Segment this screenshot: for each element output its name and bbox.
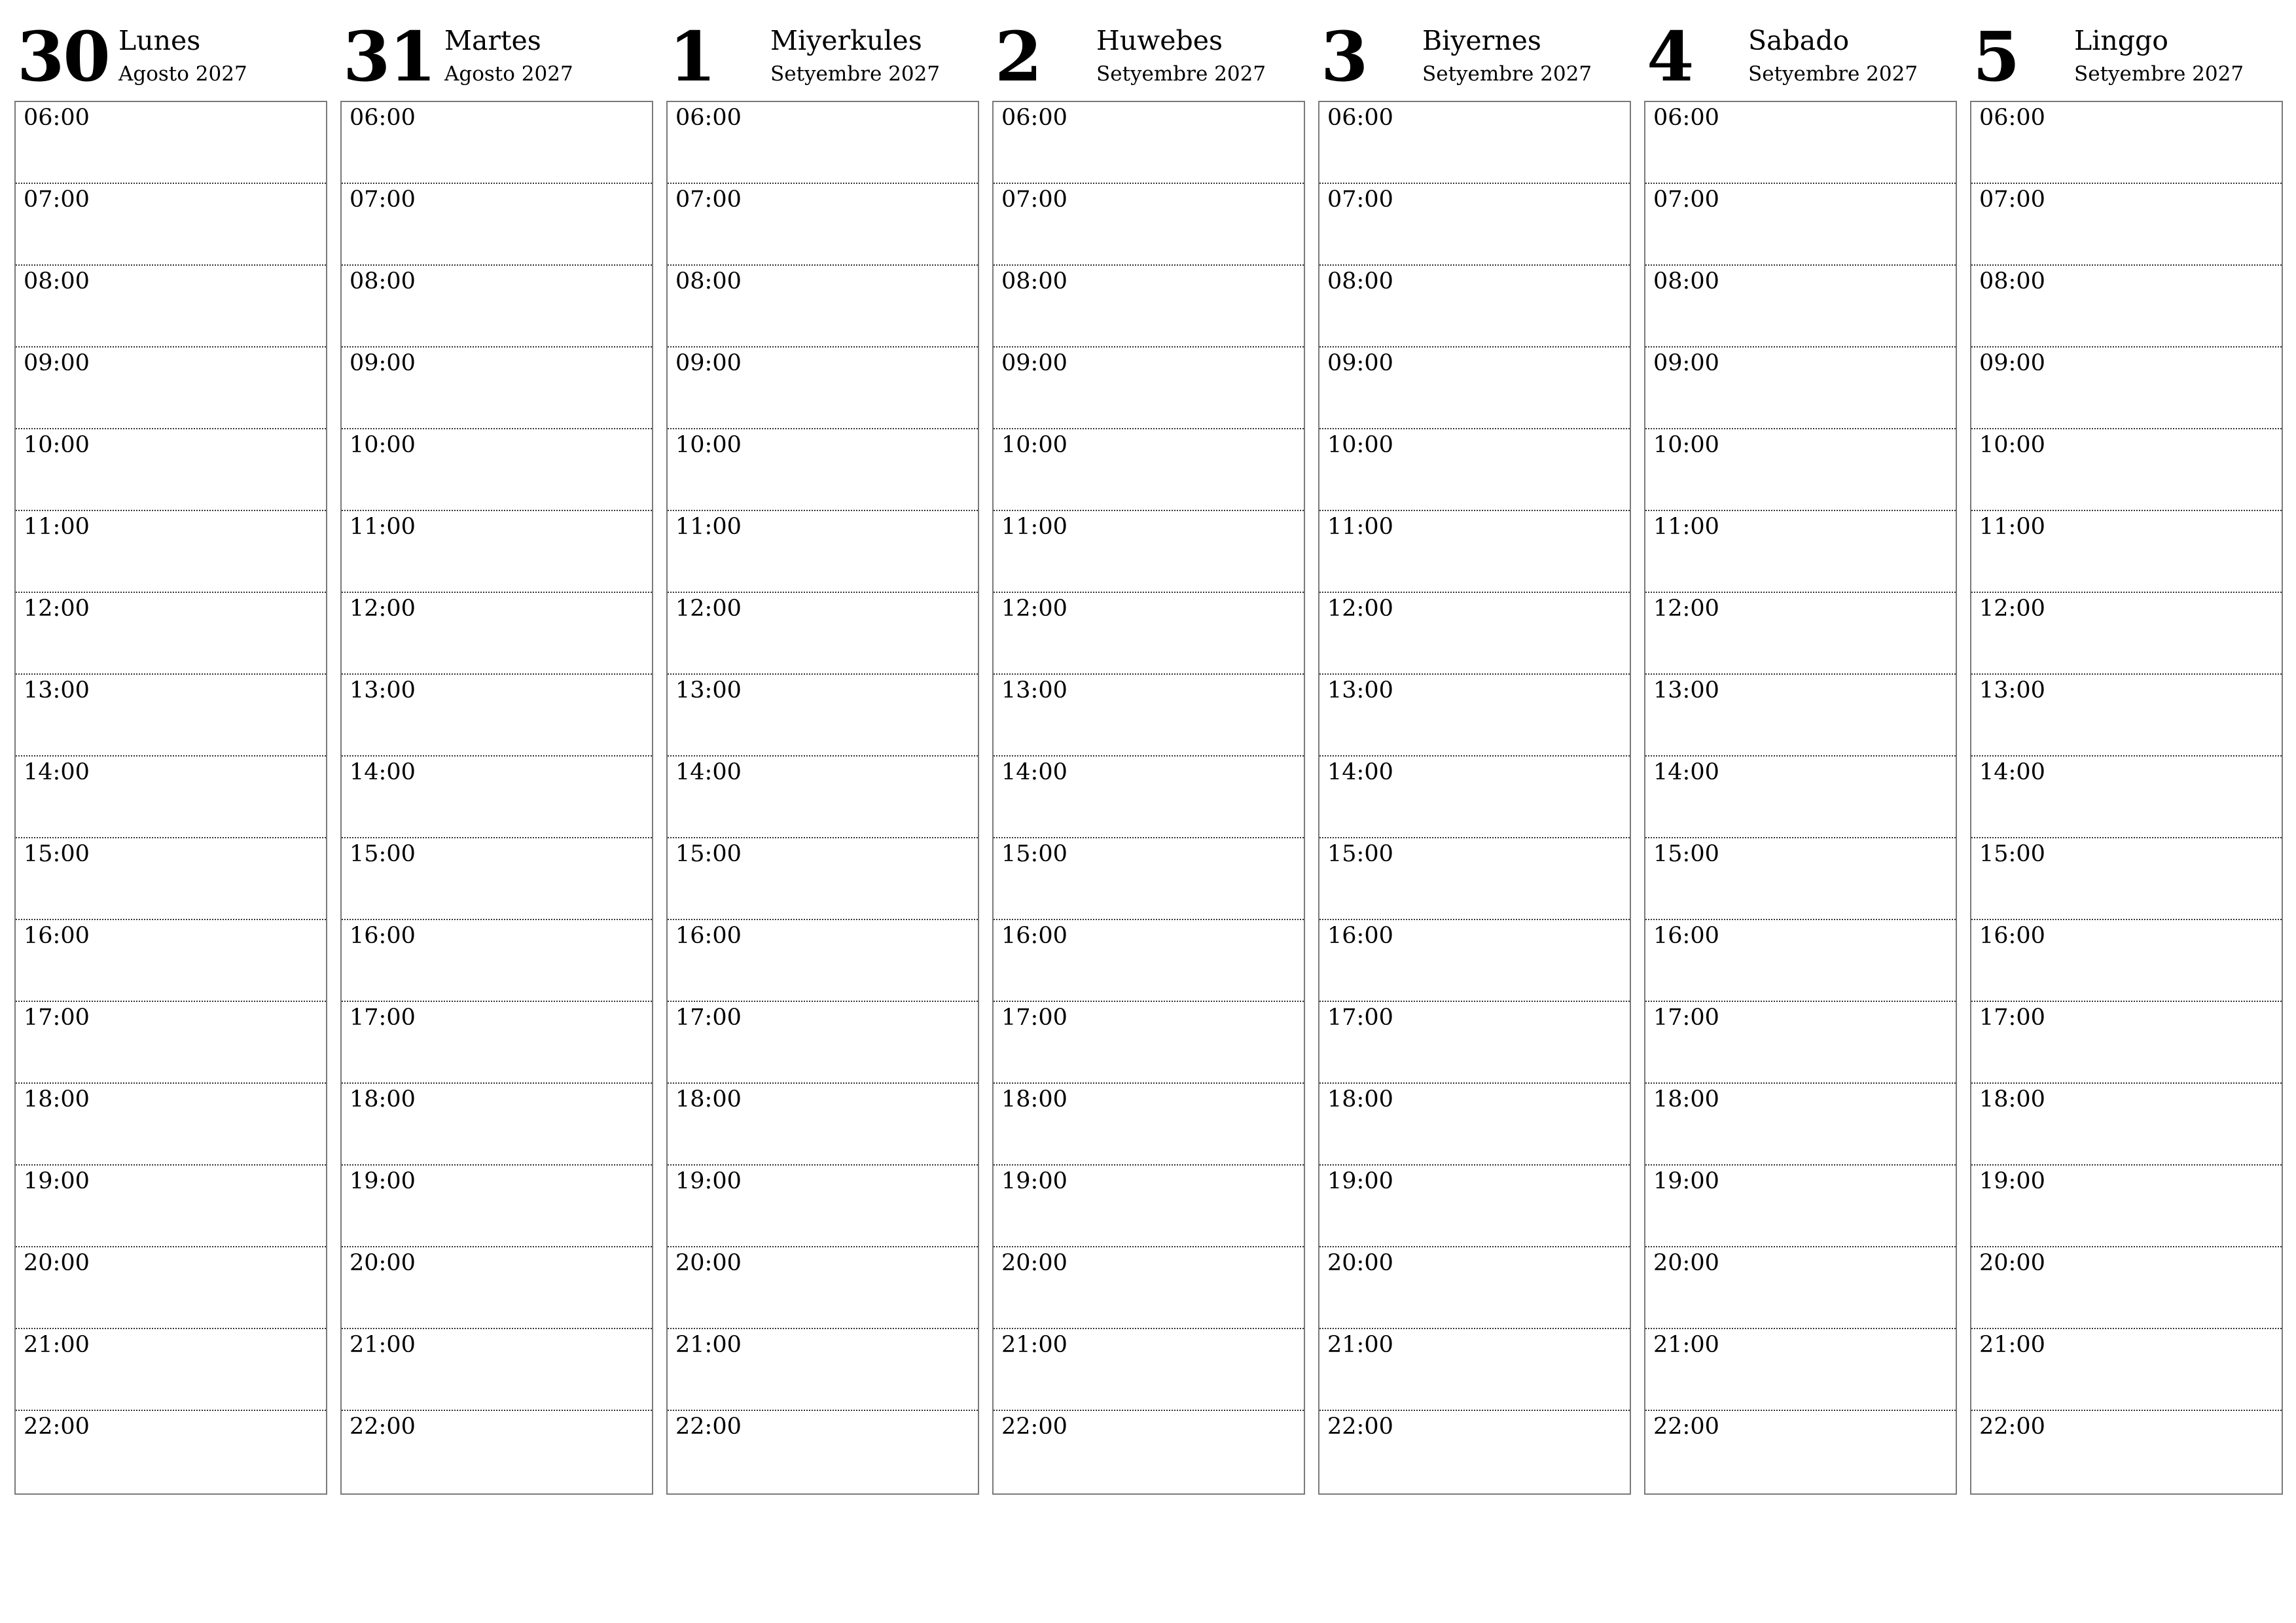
time-slot[interactable] [1645, 1411, 1956, 1493]
time-label: 16:00 [24, 923, 90, 949]
day-header [1644, 0, 1957, 101]
time-label: 20:00 [1327, 1250, 1393, 1276]
time-label: 12:00 [1653, 596, 1719, 622]
time-slot[interactable] [668, 838, 978, 920]
day-column [1318, 0, 1631, 1440]
time-slot[interactable] [1645, 1002, 1956, 1084]
time-label: 21:00 [1653, 1332, 1719, 1358]
time-slot[interactable] [1971, 1411, 2282, 1493]
day-column [992, 0, 1305, 1440]
time-label: 15:00 [24, 841, 90, 867]
time-label: 18:00 [1001, 1086, 1067, 1113]
time-slot[interactable] [1645, 429, 1956, 511]
time-slot[interactable] [1319, 1084, 1630, 1166]
time-slot[interactable] [1971, 511, 2282, 593]
time-slot[interactable] [1645, 838, 1956, 920]
time-slot[interactable] [994, 184, 1304, 266]
time-slot[interactable] [994, 838, 1304, 920]
time-label: 09:00 [1001, 350, 1067, 376]
time-slot[interactable] [1319, 348, 1630, 429]
time-label: 10:00 [1327, 432, 1393, 458]
time-label: 13:00 [1327, 677, 1393, 704]
time-slot[interactable] [994, 102, 1304, 184]
time-slot[interactable] [1971, 1084, 2282, 1166]
time-slot[interactable] [16, 102, 326, 184]
time-slot[interactable] [994, 511, 1304, 593]
time-label: 18:00 [675, 1086, 742, 1113]
time-label: 19:00 [1653, 1168, 1719, 1194]
time-slot[interactable] [668, 1002, 978, 1084]
time-slot[interactable] [994, 1002, 1304, 1084]
time-label: 08:00 [350, 268, 416, 294]
time-slot[interactable] [1319, 838, 1630, 920]
time-slot[interactable] [1319, 511, 1630, 593]
time-label: 13:00 [675, 677, 742, 704]
time-slot[interactable] [1971, 593, 2282, 675]
time-label: 06:00 [24, 105, 90, 131]
time-label: 21:00 [1001, 1332, 1067, 1358]
time-slot[interactable] [668, 102, 978, 184]
time-slot[interactable] [994, 593, 1304, 675]
time-label: 16:00 [1001, 923, 1067, 949]
day-name: Miyerkules [770, 25, 922, 56]
time-slot[interactable] [668, 1329, 978, 1411]
time-label: 11:00 [675, 514, 742, 540]
month-year: Setyembre 2027 [1748, 62, 1918, 86]
time-label: 19:00 [350, 1168, 416, 1194]
time-slot[interactable] [1319, 184, 1630, 266]
time-label: 06:00 [350, 105, 416, 131]
time-slot[interactable] [1971, 266, 2282, 348]
time-label: 16:00 [675, 923, 742, 949]
time-slot[interactable] [1645, 1084, 1956, 1166]
time-slot[interactable] [1319, 102, 1630, 184]
time-label: 14:00 [1327, 759, 1393, 785]
time-label: 20:00 [350, 1250, 416, 1276]
day-schedule-box [1970, 101, 2283, 1495]
time-label: 22:00 [1653, 1414, 1719, 1440]
time-label: 22:00 [1001, 1414, 1067, 1440]
time-label: 19:00 [1979, 1168, 2045, 1194]
day-column [1970, 0, 2283, 1440]
time-label: 09:00 [1979, 350, 2045, 376]
month-year: Setyembre 2027 [1422, 62, 1592, 86]
time-label: 13:00 [24, 677, 90, 704]
time-label: 08:00 [1327, 268, 1393, 294]
time-label: 14:00 [1979, 759, 2045, 785]
time-label: 18:00 [1653, 1086, 1719, 1113]
time-slot[interactable] [1319, 920, 1630, 1002]
time-label: 08:00 [1979, 268, 2045, 294]
time-slot[interactable] [668, 593, 978, 675]
time-label: 21:00 [1327, 1332, 1393, 1358]
time-slot[interactable] [1971, 102, 2282, 184]
day-name: Biyernes [1422, 25, 1541, 56]
time-slot[interactable] [1971, 920, 2282, 1002]
time-slot[interactable] [342, 675, 652, 757]
month-year: Setyembre 2027 [1096, 62, 1266, 86]
time-slot[interactable] [342, 1084, 652, 1166]
time-label: 22:00 [350, 1414, 416, 1440]
day-schedule-box [1644, 101, 1957, 1495]
time-label: 15:00 [1979, 841, 2045, 867]
time-slot[interactable] [1645, 348, 1956, 429]
time-label: 11:00 [24, 514, 90, 540]
day-column [666, 0, 979, 1440]
time-slot[interactable] [342, 348, 652, 429]
time-label: 11:00 [350, 514, 416, 540]
time-label: 07:00 [1979, 187, 2045, 213]
time-slot[interactable] [342, 757, 652, 838]
time-slot[interactable] [994, 1084, 1304, 1166]
time-slot[interactable] [1971, 348, 2282, 429]
time-label: 22:00 [24, 1414, 90, 1440]
day-number: 31 [343, 16, 435, 97]
time-label: 08:00 [1653, 268, 1719, 294]
time-label: 14:00 [675, 759, 742, 785]
time-slot[interactable] [1971, 757, 2282, 838]
time-slot[interactable] [342, 838, 652, 920]
time-slot[interactable] [1971, 1002, 2282, 1084]
time-label: 17:00 [24, 1005, 90, 1031]
time-label: 12:00 [1979, 596, 2045, 622]
time-slot[interactable] [342, 1329, 652, 1411]
time-slot[interactable] [1319, 675, 1630, 757]
time-label: 07:00 [675, 187, 742, 213]
time-label: 22:00 [1327, 1414, 1393, 1440]
time-slot[interactable] [1645, 266, 1956, 348]
day-schedule-box [666, 101, 979, 1495]
time-slot[interactable] [668, 1166, 978, 1247]
time-slot[interactable] [994, 675, 1304, 757]
time-slot[interactable] [1645, 102, 1956, 184]
time-label: 15:00 [350, 841, 416, 867]
time-label: 09:00 [1327, 350, 1393, 376]
time-label: 06:00 [1653, 105, 1719, 131]
time-label: 20:00 [1653, 1250, 1719, 1276]
time-slot[interactable] [16, 511, 326, 593]
month-year: Setyembre 2027 [2074, 62, 2244, 86]
time-slot[interactable] [1645, 757, 1956, 838]
time-label: 14:00 [24, 759, 90, 785]
day-header [992, 0, 1305, 101]
time-slot[interactable] [668, 1084, 978, 1166]
time-slot[interactable] [994, 1166, 1304, 1247]
time-label: 10:00 [1001, 432, 1067, 458]
time-label: 17:00 [1327, 1005, 1393, 1031]
time-slot[interactable] [668, 511, 978, 593]
time-label: 17:00 [1653, 1005, 1719, 1031]
time-label: 19:00 [675, 1168, 742, 1194]
time-slot[interactable] [342, 102, 652, 184]
time-slot[interactable] [342, 184, 652, 266]
time-slot[interactable] [1319, 1411, 1630, 1493]
time-label: 12:00 [675, 596, 742, 622]
time-label: 19:00 [1001, 1168, 1067, 1194]
time-label: 10:00 [24, 432, 90, 458]
time-slot[interactable] [668, 184, 978, 266]
time-slot[interactable] [1319, 1329, 1630, 1411]
day-column [340, 0, 653, 1440]
time-slot[interactable] [16, 838, 326, 920]
day-number: 1 [669, 16, 715, 97]
time-label: 17:00 [1979, 1005, 2045, 1031]
time-label: 10:00 [675, 432, 742, 458]
time-slot[interactable] [16, 348, 326, 429]
time-slot[interactable] [1645, 1247, 1956, 1329]
time-slot[interactable] [994, 757, 1304, 838]
time-label: 09:00 [350, 350, 416, 376]
day-name: Huwebes [1096, 25, 1223, 56]
time-slot[interactable] [1645, 1166, 1956, 1247]
time-label: 13:00 [350, 677, 416, 704]
time-label: 16:00 [1979, 923, 2045, 949]
time-slot[interactable] [1319, 1002, 1630, 1084]
time-slot[interactable] [668, 920, 978, 1002]
time-label: 18:00 [1327, 1086, 1393, 1113]
time-slot[interactable] [16, 920, 326, 1002]
time-slot[interactable] [1319, 266, 1630, 348]
time-label: 21:00 [1979, 1332, 2045, 1358]
time-label: 06:00 [1001, 105, 1067, 131]
time-slot[interactable] [342, 511, 652, 593]
time-slot[interactable] [668, 757, 978, 838]
time-slot[interactable] [1645, 675, 1956, 757]
time-slot[interactable] [994, 266, 1304, 348]
time-slot[interactable] [1971, 838, 2282, 920]
time-slot[interactable] [994, 1329, 1304, 1411]
day-column [14, 0, 327, 1440]
time-label: 11:00 [1653, 514, 1719, 540]
time-slot[interactable] [1645, 1329, 1956, 1411]
time-label: 08:00 [1001, 268, 1067, 294]
time-label: 14:00 [350, 759, 416, 785]
time-label: 13:00 [1979, 677, 2045, 704]
day-name: Sabado [1748, 25, 1850, 56]
time-label: 16:00 [1327, 923, 1393, 949]
time-label: 15:00 [1327, 841, 1393, 867]
time-slot[interactable] [1319, 1247, 1630, 1329]
time-label: 21:00 [350, 1332, 416, 1358]
time-slot[interactable] [668, 348, 978, 429]
time-label: 16:00 [1653, 923, 1719, 949]
time-label: 16:00 [350, 923, 416, 949]
time-slot[interactable] [16, 1084, 326, 1166]
time-slot[interactable] [342, 266, 652, 348]
day-number: 2 [995, 16, 1041, 97]
time-label: 10:00 [350, 432, 416, 458]
time-slot[interactable] [16, 1247, 326, 1329]
time-slot[interactable] [16, 429, 326, 511]
time-slot[interactable] [16, 1002, 326, 1084]
time-slot[interactable] [1319, 1166, 1630, 1247]
time-label: 18:00 [24, 1086, 90, 1113]
day-number: 30 [17, 16, 109, 97]
time-label: 06:00 [675, 105, 742, 131]
time-slot[interactable] [994, 920, 1304, 1002]
time-label: 14:00 [1653, 759, 1719, 785]
time-slot[interactable] [342, 1247, 652, 1329]
time-label: 10:00 [1653, 432, 1719, 458]
time-slot[interactable] [1319, 757, 1630, 838]
time-slot[interactable] [668, 1411, 978, 1493]
time-slot[interactable] [994, 1247, 1304, 1329]
time-slot[interactable] [342, 1411, 652, 1493]
time-slot[interactable] [342, 1166, 652, 1247]
time-slot[interactable] [1645, 511, 1956, 593]
time-slot[interactable] [1319, 593, 1630, 675]
day-header [1318, 0, 1631, 101]
day-header [340, 0, 653, 101]
time-slot[interactable] [342, 429, 652, 511]
time-slot[interactable] [342, 1002, 652, 1084]
time-slot[interactable] [16, 675, 326, 757]
time-label: 08:00 [675, 268, 742, 294]
day-schedule-box [1318, 101, 1631, 1495]
time-slot[interactable] [1971, 1329, 2282, 1411]
day-number: 5 [1973, 16, 2019, 97]
time-label: 15:00 [1653, 841, 1719, 867]
time-slot[interactable] [1645, 920, 1956, 1002]
time-slot[interactable] [16, 184, 326, 266]
time-label: 07:00 [1001, 187, 1067, 213]
time-slot[interactable] [668, 429, 978, 511]
time-label: 21:00 [675, 1332, 742, 1358]
time-label: 07:00 [350, 187, 416, 213]
time-slot[interactable] [668, 266, 978, 348]
time-label: 17:00 [675, 1005, 742, 1031]
time-label: 12:00 [24, 596, 90, 622]
day-number: 4 [1647, 16, 1693, 97]
time-label: 20:00 [1979, 1250, 2045, 1276]
day-schedule-box [992, 101, 1305, 1495]
time-slot[interactable] [16, 593, 326, 675]
time-slot[interactable] [994, 429, 1304, 511]
month-year: Agosto 2027 [444, 62, 573, 86]
time-slot[interactable] [342, 920, 652, 1002]
time-label: 22:00 [675, 1414, 742, 1440]
time-slot[interactable] [1971, 1247, 2282, 1329]
time-label: 20:00 [24, 1250, 90, 1276]
day-number: 3 [1321, 16, 1367, 97]
time-label: 22:00 [1979, 1414, 2045, 1440]
time-label: 12:00 [1001, 596, 1067, 622]
time-slot[interactable] [1971, 675, 2282, 757]
time-label: 09:00 [1653, 350, 1719, 376]
time-label: 18:00 [350, 1086, 416, 1113]
time-slot[interactable] [342, 593, 652, 675]
time-slot[interactable] [1319, 429, 1630, 511]
day-schedule-box [340, 101, 653, 1495]
time-label: 17:00 [350, 1005, 416, 1031]
time-label: 11:00 [1327, 514, 1393, 540]
time-label: 20:00 [675, 1250, 742, 1276]
time-label: 14:00 [1001, 759, 1067, 785]
day-schedule-box [14, 101, 327, 1495]
time-label: 19:00 [24, 1168, 90, 1194]
time-label: 18:00 [1979, 1086, 2045, 1113]
time-label: 15:00 [1001, 841, 1067, 867]
time-slot[interactable] [994, 1411, 1304, 1493]
time-label: 12:00 [350, 596, 416, 622]
day-header [666, 0, 979, 101]
day-column [1644, 0, 1957, 1440]
time-label: 15:00 [675, 841, 742, 867]
time-slot[interactable] [1971, 429, 2282, 511]
time-label: 13:00 [1001, 677, 1067, 704]
time-label: 09:00 [675, 350, 742, 376]
time-slot[interactable] [1645, 593, 1956, 675]
time-label: 07:00 [24, 187, 90, 213]
day-name: Linggo [2074, 25, 2168, 56]
time-slot[interactable] [16, 757, 326, 838]
time-label: 19:00 [1327, 1168, 1393, 1194]
time-slot[interactable] [668, 1247, 978, 1329]
time-label: 07:00 [1653, 187, 1719, 213]
day-header [1970, 0, 2283, 101]
time-label: 21:00 [24, 1332, 90, 1358]
time-slot[interactable] [994, 348, 1304, 429]
time-slot[interactable] [1645, 184, 1956, 266]
time-label: 11:00 [1979, 514, 2045, 540]
day-header [14, 0, 327, 101]
month-year: Setyembre 2027 [770, 62, 941, 86]
time-label: 09:00 [24, 350, 90, 376]
time-label: 17:00 [1001, 1005, 1067, 1031]
time-label: 06:00 [1979, 105, 2045, 131]
time-slot[interactable] [16, 266, 326, 348]
time-slot[interactable] [1971, 184, 2282, 266]
time-label: 11:00 [1001, 514, 1067, 540]
month-year: Agosto 2027 [118, 62, 247, 86]
time-slot[interactable] [1971, 1166, 2282, 1247]
time-label: 20:00 [1001, 1250, 1067, 1276]
time-slot[interactable] [668, 675, 978, 757]
time-label: 07:00 [1327, 187, 1393, 213]
time-label: 12:00 [1327, 596, 1393, 622]
time-label: 08:00 [24, 268, 90, 294]
time-slot[interactable] [16, 1166, 326, 1247]
time-slot[interactable] [16, 1411, 326, 1493]
time-label: 13:00 [1653, 677, 1719, 704]
day-name: Martes [444, 25, 541, 56]
day-name: Lunes [118, 25, 201, 56]
time-label: 10:00 [1979, 432, 2045, 458]
time-label: 06:00 [1327, 105, 1393, 131]
time-slot[interactable] [16, 1329, 326, 1411]
